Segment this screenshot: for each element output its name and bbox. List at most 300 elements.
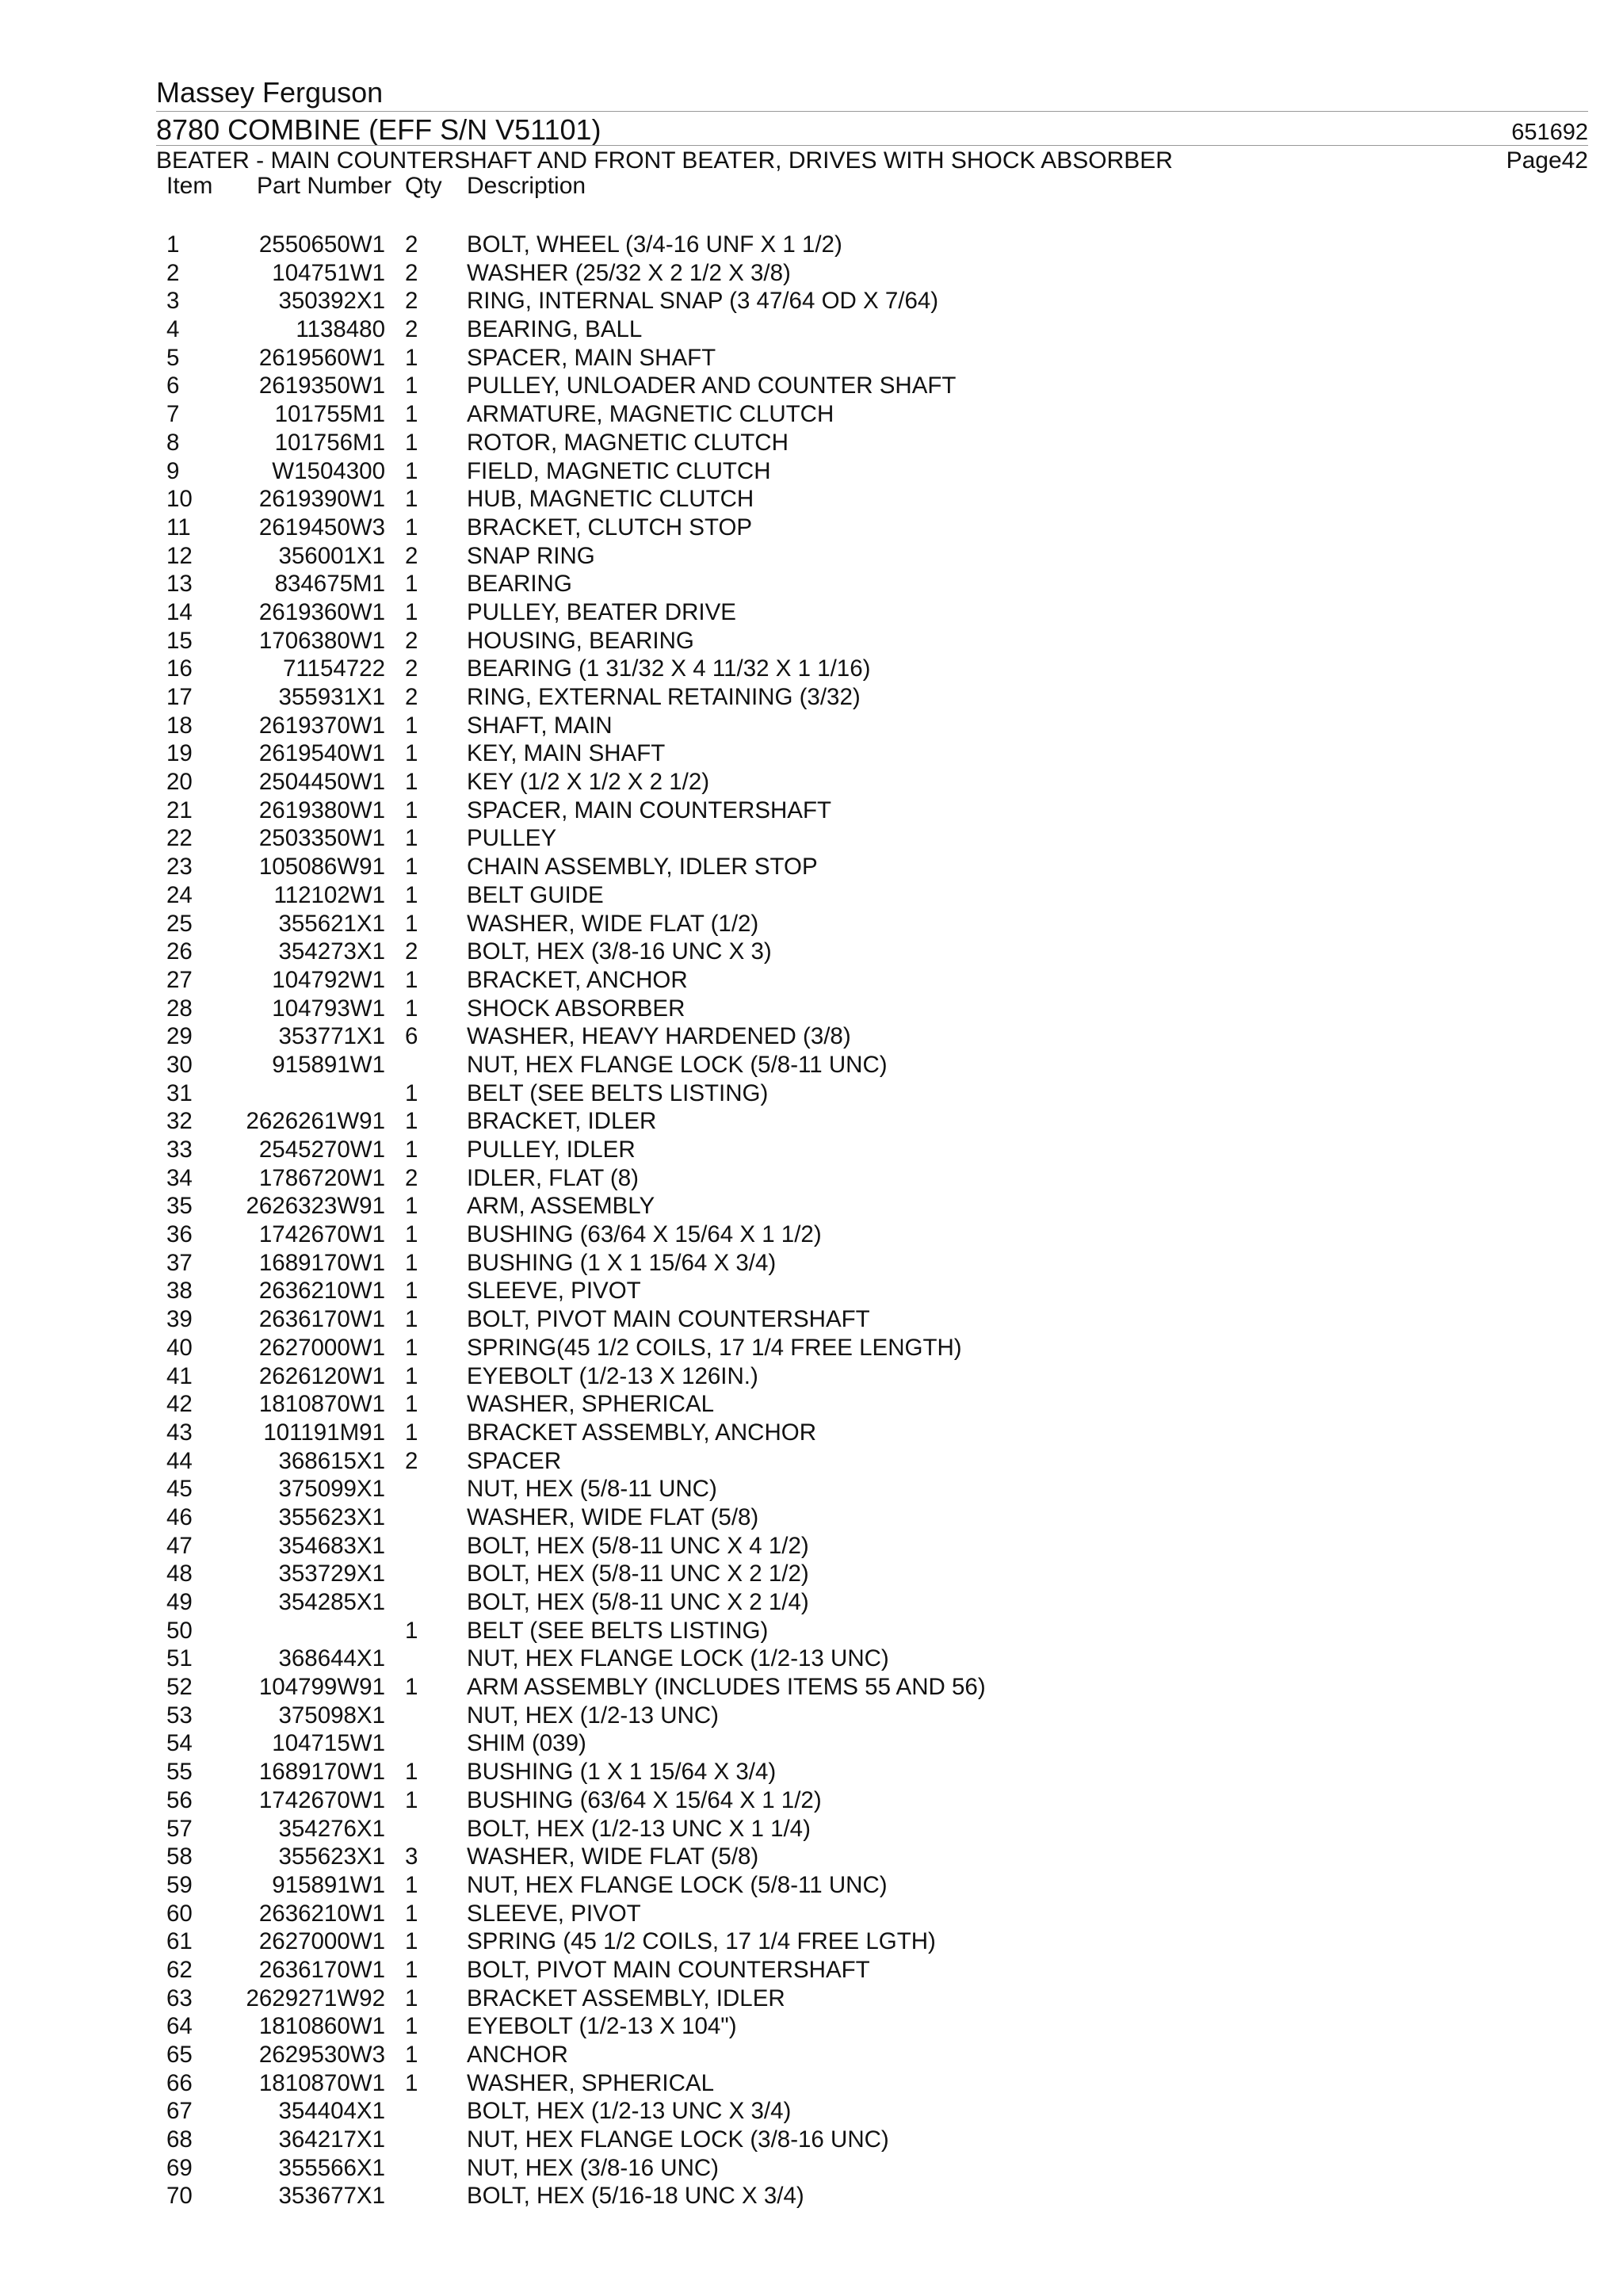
quantity: 1 xyxy=(405,514,418,541)
description: BELT (SEE BELTS LISTING) xyxy=(467,1617,769,1644)
description: SNAP RING xyxy=(467,542,595,569)
part-number: 375099X1 xyxy=(278,1476,385,1503)
quantity: 1 xyxy=(405,1985,418,2011)
part-number: 1786720W1 xyxy=(258,1164,385,1191)
parts-row xyxy=(0,429,1623,457)
parts-row xyxy=(0,1249,1623,1278)
quantity: 1 xyxy=(405,769,418,796)
item-number: 17 xyxy=(166,684,193,710)
parts-row xyxy=(0,853,1623,881)
description: SHOCK ABSORBER xyxy=(467,995,685,1022)
description: BRACKET, ANCHOR xyxy=(467,966,688,993)
parts-row xyxy=(0,1560,1623,1588)
quantity: 1 xyxy=(405,1391,418,1418)
part-number: 112102W1 xyxy=(273,881,385,908)
description: BEARING (1 31/32 X 4 11/32 X 1 1/16) xyxy=(467,655,871,682)
item-number: 44 xyxy=(166,1447,193,1474)
parts-row xyxy=(0,1617,1623,1645)
description: BUSHING (1 X 1 15/64 X 3/4) xyxy=(467,1759,777,1786)
part-number: 2619560W1 xyxy=(258,344,385,371)
quantity: 3 xyxy=(405,1843,418,1870)
quantity: 1 xyxy=(405,372,418,399)
part-number: 101756M1 xyxy=(274,429,385,456)
description: BELT (SEE BELTS LISTING) xyxy=(467,1079,769,1106)
item-number: 59 xyxy=(166,1871,193,1898)
parts-row xyxy=(0,315,1623,344)
quantity: 1 xyxy=(405,1108,418,1135)
column-header-description: Description xyxy=(467,173,586,199)
item-number: 60 xyxy=(166,1900,193,1927)
item-number: 7 xyxy=(166,401,180,428)
description: HUB, MAGNETIC CLUTCH xyxy=(467,486,754,513)
quantity: 1 xyxy=(405,571,418,598)
part-number: 2619360W1 xyxy=(258,598,385,625)
description: NUT, HEX FLANGE LOCK (3/8-16 UNC) xyxy=(467,2126,889,2153)
part-number: W1504300 xyxy=(272,457,385,484)
parts-row xyxy=(0,712,1623,740)
part-number: 354276X1 xyxy=(278,1815,385,1842)
item-number: 33 xyxy=(166,1137,193,1163)
parts-row xyxy=(0,1305,1623,1334)
parts-row xyxy=(0,1985,1623,2013)
quantity: 1 xyxy=(405,457,418,484)
page-label: Page42 xyxy=(1506,147,1588,174)
item-number: 66 xyxy=(166,2069,193,2096)
quantity: 1 xyxy=(405,797,418,823)
item-number: 13 xyxy=(166,571,193,598)
description: KEY, MAIN SHAFT xyxy=(467,740,666,767)
part-number: 71154722 xyxy=(282,655,385,682)
part-number: 101191M91 xyxy=(263,1419,385,1446)
document-number: 651692 xyxy=(1511,120,1588,145)
part-number: 1689170W1 xyxy=(258,1759,385,1786)
description: BUSHING (63/64 X 15/64 X 1 1/2) xyxy=(467,1786,822,1813)
item-number: 16 xyxy=(166,655,193,682)
part-number: 355566X1 xyxy=(278,2154,385,2181)
quantity: 2 xyxy=(405,1164,418,1191)
description: PULLEY, UNLOADER AND COUNTER SHAFT xyxy=(467,372,957,399)
item-number: 24 xyxy=(166,881,193,908)
part-number: 2619350W1 xyxy=(258,372,385,399)
quantity: 2 xyxy=(405,627,418,654)
quantity: 1 xyxy=(405,1193,418,1220)
description: ARMATURE, MAGNETIC CLUTCH xyxy=(467,401,834,428)
item-number: 25 xyxy=(166,910,193,937)
description: WASHER, HEAVY HARDENED (3/8) xyxy=(467,1023,851,1050)
part-number: 353729X1 xyxy=(278,1561,385,1587)
part-number: 834675M1 xyxy=(274,571,385,598)
item-number: 36 xyxy=(166,1221,193,1248)
item-number: 56 xyxy=(166,1786,193,1813)
part-number: 1138480 xyxy=(296,316,385,343)
item-number: 50 xyxy=(166,1617,193,1644)
quantity: 1 xyxy=(405,2069,418,2096)
description: NUT, HEX (3/8-16 UNC) xyxy=(467,2154,720,2181)
item-number: 11 xyxy=(166,514,191,541)
part-number: 2627000W1 xyxy=(258,1334,385,1361)
item-number: 48 xyxy=(166,1561,193,1587)
item-number: 70 xyxy=(166,2183,193,2210)
parts-row xyxy=(0,1786,1623,1815)
part-number: 364217X1 xyxy=(278,2126,385,2153)
description: BELT GUIDE xyxy=(467,881,604,908)
description: BOLT, WHEEL (3/4-16 UNF X 1 1/2) xyxy=(467,231,842,258)
column-header-part-number: Part Number xyxy=(257,173,392,199)
item-number: 4 xyxy=(166,316,180,343)
part-number: 105086W91 xyxy=(258,854,385,881)
parts-row xyxy=(0,824,1623,853)
parts-row xyxy=(0,1277,1623,1305)
part-number: 2619390W1 xyxy=(258,486,385,513)
quantity: 2 xyxy=(405,259,418,286)
parts-row xyxy=(0,1673,1623,1702)
part-number: 356001X1 xyxy=(278,542,385,569)
description: ANCHOR xyxy=(467,2042,568,2068)
parts-row xyxy=(0,287,1623,315)
item-number: 2 xyxy=(166,259,180,286)
item-number: 52 xyxy=(166,1674,193,1701)
parts-row xyxy=(0,570,1623,598)
quantity: 1 xyxy=(405,1900,418,1927)
part-number: 104715W1 xyxy=(272,1730,385,1757)
description: SPACER xyxy=(467,1447,562,1474)
item-number: 10 xyxy=(166,486,193,513)
parts-row xyxy=(0,2126,1623,2154)
parts-row xyxy=(0,344,1623,372)
quantity: 2 xyxy=(405,288,418,315)
item-number: 28 xyxy=(166,995,193,1022)
part-number: 354404X1 xyxy=(278,2098,385,2125)
item-number: 35 xyxy=(166,1193,193,1220)
parts-row xyxy=(0,1192,1623,1221)
quantity: 1 xyxy=(405,429,418,456)
part-number: 2627000W1 xyxy=(258,1928,385,1955)
parts-row xyxy=(0,655,1623,683)
parts-row xyxy=(0,514,1623,542)
item-number: 65 xyxy=(166,2042,193,2068)
item-number: 37 xyxy=(166,1249,193,1276)
parts-row xyxy=(0,1843,1623,1871)
column-header-row xyxy=(0,173,1623,204)
part-number: 2619450W3 xyxy=(258,514,385,541)
parts-row xyxy=(0,372,1623,400)
parts-row xyxy=(0,400,1623,429)
item-number: 18 xyxy=(166,712,193,739)
description: EYEBOLT (1/2-13 X 126IN.) xyxy=(467,1362,758,1389)
part-number: 2626323W91 xyxy=(246,1193,385,1220)
description: PULLEY, IDLER xyxy=(467,1137,636,1163)
item-number: 1 xyxy=(166,231,180,258)
item-number: 67 xyxy=(166,2098,193,2125)
item-number: 31 xyxy=(166,1079,193,1106)
item-number: 30 xyxy=(166,1051,193,1078)
part-number: 1742670W1 xyxy=(258,1221,385,1248)
parts-row xyxy=(0,938,1623,966)
item-number: 27 xyxy=(166,966,193,993)
parts-row xyxy=(0,231,1623,259)
parts-row xyxy=(0,1164,1623,1193)
parts-row xyxy=(0,1022,1623,1051)
item-number: 12 xyxy=(166,542,193,569)
quantity: 1 xyxy=(405,881,418,908)
part-number: 355931X1 xyxy=(278,684,385,710)
part-number: 915891W1 xyxy=(272,1871,385,1898)
parts-row xyxy=(0,797,1623,825)
parts-row xyxy=(0,1447,1623,1476)
description: BOLT, PIVOT MAIN COUNTERSHAFT xyxy=(467,1956,870,1983)
parts-row xyxy=(0,1390,1623,1419)
part-number: 1689170W1 xyxy=(258,1249,385,1276)
part-number: 2636170W1 xyxy=(258,1956,385,1983)
part-number: 2619540W1 xyxy=(258,740,385,767)
part-number: 375098X1 xyxy=(278,1702,385,1729)
quantity: 1 xyxy=(405,1956,418,1983)
quantity: 2 xyxy=(405,938,418,965)
part-number: 354273X1 xyxy=(278,938,385,965)
item-number: 53 xyxy=(166,1702,193,1729)
parts-row xyxy=(0,2154,1623,2183)
part-number: 104793W1 xyxy=(272,995,385,1022)
model-row xyxy=(156,111,1588,147)
part-number: 2545270W1 xyxy=(258,1137,385,1163)
quantity: 1 xyxy=(405,2042,418,2068)
description: ARM, ASSEMBLY xyxy=(467,1193,655,1220)
part-number: 2619380W1 xyxy=(258,797,385,823)
section-title: BEATER - MAIN COUNTERSHAFT AND FRONT BEATER, DRIVES WITH SHOCK ABSORBER xyxy=(156,147,1173,174)
description: BEARING, BALL xyxy=(467,316,643,343)
description: WASHER, WIDE FLAT (5/8) xyxy=(467,1843,759,1870)
item-number: 54 xyxy=(166,1730,193,1757)
parts-row xyxy=(0,683,1623,712)
description: NUT, HEX (5/8-11 UNC) xyxy=(467,1476,717,1503)
column-header-item: Item xyxy=(166,173,213,199)
item-number: 20 xyxy=(166,769,193,796)
item-number: 41 xyxy=(166,1362,193,1389)
parts-row xyxy=(0,457,1623,486)
brand-name: Massey Ferguson xyxy=(156,76,384,109)
column-header-qty: Qty xyxy=(405,173,442,199)
description: ROTOR, MAGNETIC CLUTCH xyxy=(467,429,789,456)
description: BRACKET, IDLER xyxy=(467,1108,657,1135)
part-number: 104792W1 xyxy=(272,966,385,993)
parts-row xyxy=(0,1475,1623,1503)
quantity: 1 xyxy=(405,1249,418,1276)
quantity: 1 xyxy=(405,1137,418,1163)
quantity: 1 xyxy=(405,1221,418,1248)
quantity: 1 xyxy=(405,740,418,767)
quantity: 1 xyxy=(405,1674,418,1701)
item-number: 21 xyxy=(166,797,193,823)
description: WASHER, WIDE FLAT (1/2) xyxy=(467,910,759,937)
quantity: 2 xyxy=(405,1447,418,1474)
item-number: 46 xyxy=(166,1503,193,1530)
part-number: 354683X1 xyxy=(278,1532,385,1559)
part-number: 2636170W1 xyxy=(258,1306,385,1333)
part-number: 355621X1 xyxy=(278,910,385,937)
parts-row xyxy=(0,1334,1623,1362)
quantity: 2 xyxy=(405,542,418,569)
description: PULLEY xyxy=(467,825,557,852)
part-number: 1810870W1 xyxy=(258,1391,385,1418)
parts-row xyxy=(0,1051,1623,1079)
item-number: 68 xyxy=(166,2126,193,2153)
part-number: 350392X1 xyxy=(278,288,385,315)
part-number: 2503350W1 xyxy=(258,825,385,852)
description: FIELD, MAGNETIC CLUTCH xyxy=(467,457,771,484)
item-number: 47 xyxy=(166,1532,193,1559)
parts-row xyxy=(0,2097,1623,2126)
model-title: 8780 COMBINE (EFF S/N V51101) xyxy=(156,113,601,146)
part-number: 355623X1 xyxy=(278,1503,385,1530)
item-number: 61 xyxy=(166,1928,193,1955)
quantity: 1 xyxy=(405,1928,418,1955)
item-number: 63 xyxy=(166,1985,193,2011)
description: ARM ASSEMBLY (INCLUDES ITEMS 55 AND 56) xyxy=(467,1674,986,1701)
parts-row xyxy=(0,1588,1623,1617)
item-number: 45 xyxy=(166,1476,193,1503)
description: BRACKET, CLUTCH STOP xyxy=(467,514,753,541)
quantity: 2 xyxy=(405,655,418,682)
quantity: 1 xyxy=(405,910,418,937)
description: SHIM (039) xyxy=(467,1730,586,1757)
parts-row xyxy=(0,1758,1623,1786)
description: WASHER, WIDE FLAT (5/8) xyxy=(467,1503,759,1530)
parts-row xyxy=(0,2069,1623,2098)
description: BOLT, HEX (5/8-11 UNC X 2 1/2) xyxy=(467,1561,809,1587)
parts-row xyxy=(0,1815,1623,1843)
description: BOLT, HEX (5/8-11 UNC X 2 1/4) xyxy=(467,1589,809,1615)
item-number: 57 xyxy=(166,1815,193,1842)
parts-row xyxy=(0,627,1623,655)
item-number: 26 xyxy=(166,938,193,965)
quantity: 1 xyxy=(405,598,418,625)
quantity: 1 xyxy=(405,1306,418,1333)
parts-row xyxy=(0,1419,1623,1447)
quantity: 1 xyxy=(405,1617,418,1644)
quantity: 1 xyxy=(405,1334,418,1361)
parts-row xyxy=(0,1956,1623,1985)
description: WASHER, SPHERICAL xyxy=(467,2069,714,2096)
part-number: 368615X1 xyxy=(278,1447,385,1474)
item-number: 22 xyxy=(166,825,193,852)
part-number: 915891W1 xyxy=(272,1051,385,1078)
description: SHAFT, MAIN xyxy=(467,712,613,739)
parts-row xyxy=(0,881,1623,910)
parts-row xyxy=(0,2041,1623,2069)
parts-row xyxy=(0,1503,1623,1532)
item-number: 40 xyxy=(166,1334,193,1361)
quantity: 1 xyxy=(405,1419,418,1446)
description: BEARING xyxy=(467,571,572,598)
parts-row xyxy=(0,1729,1623,1758)
description: BUSHING (1 X 1 15/64 X 3/4) xyxy=(467,1249,777,1276)
quantity: 6 xyxy=(405,1023,418,1050)
item-number: 29 xyxy=(166,1023,193,1050)
item-number: 9 xyxy=(166,457,180,484)
parts-row xyxy=(0,768,1623,797)
parts-row xyxy=(0,1927,1623,1956)
quantity: 1 xyxy=(405,1759,418,1786)
quantity: 1 xyxy=(405,1871,418,1898)
quantity: 1 xyxy=(405,1079,418,1106)
quantity: 1 xyxy=(405,2013,418,2040)
part-number: 368644X1 xyxy=(278,1645,385,1672)
description: PULLEY, BEATER DRIVE xyxy=(467,598,736,625)
item-number: 3 xyxy=(166,288,180,315)
item-number: 39 xyxy=(166,1306,193,1333)
part-number: 2629271W92 xyxy=(246,1985,385,2011)
parts-row xyxy=(0,739,1623,768)
parts-row xyxy=(0,1136,1623,1164)
parts-row xyxy=(0,910,1623,938)
parts-row xyxy=(0,485,1623,514)
part-number: 1810860W1 xyxy=(258,2013,385,2040)
part-number: 2636210W1 xyxy=(258,1278,385,1305)
quantity: 1 xyxy=(405,966,418,993)
description: IDLER, FLAT (8) xyxy=(467,1164,639,1191)
parts-row xyxy=(0,1079,1623,1108)
item-number: 38 xyxy=(166,1278,193,1305)
parts-row xyxy=(0,995,1623,1023)
item-number: 49 xyxy=(166,1589,193,1615)
parts-row xyxy=(0,1221,1623,1249)
part-number: 104751W1 xyxy=(272,259,385,286)
description: WASHER, SPHERICAL xyxy=(467,1391,714,1418)
item-number: 32 xyxy=(166,1108,193,1135)
quantity: 1 xyxy=(405,486,418,513)
part-number: 353677X1 xyxy=(278,2183,385,2210)
item-number: 15 xyxy=(166,627,193,654)
description: NUT, HEX FLANGE LOCK (1/2-13 UNC) xyxy=(467,1645,889,1672)
description: BRACKET ASSEMBLY, IDLER xyxy=(467,1985,785,2011)
item-number: 5 xyxy=(166,344,180,371)
item-number: 62 xyxy=(166,1956,193,1983)
parts-row xyxy=(0,1645,1623,1673)
parts-row xyxy=(0,1900,1623,1928)
item-number: 43 xyxy=(166,1419,193,1446)
description: NUT, HEX (1/2-13 UNC) xyxy=(467,1702,720,1729)
quantity: 1 xyxy=(405,1278,418,1305)
quantity: 2 xyxy=(405,684,418,710)
quantity: 1 xyxy=(405,401,418,428)
part-number: 2636210W1 xyxy=(258,1900,385,1927)
description: NUT, HEX FLANGE LOCK (5/8-11 UNC) xyxy=(467,1051,888,1078)
item-number: 34 xyxy=(166,1164,193,1191)
quantity: 2 xyxy=(405,231,418,258)
description: KEY (1/2 X 1/2 X 2 1/2) xyxy=(467,769,710,796)
part-number: 2626261W91 xyxy=(246,1108,385,1135)
quantity: 1 xyxy=(405,712,418,739)
parts-row xyxy=(0,598,1623,627)
description: SLEEVE, PIVOT xyxy=(467,1278,641,1305)
description: SPACER, MAIN SHAFT xyxy=(467,344,716,371)
item-number: 8 xyxy=(166,429,180,456)
description: SLEEVE, PIVOT xyxy=(467,1900,641,1927)
parts-row xyxy=(0,2012,1623,2041)
description: BOLT, HEX (5/8-11 UNC X 4 1/2) xyxy=(467,1532,809,1559)
part-number: 2504450W1 xyxy=(258,769,385,796)
description: WASHER (25/32 X 2 1/2 X 3/8) xyxy=(467,259,791,286)
description: CHAIN ASSEMBLY, IDLER STOP xyxy=(467,854,818,881)
parts-list xyxy=(0,231,1623,2210)
parts-row xyxy=(0,1702,1623,1730)
part-number: 355623X1 xyxy=(278,1843,385,1870)
description: NUT, HEX FLANGE LOCK (5/8-11 UNC) xyxy=(467,1871,888,1898)
quantity: 2 xyxy=(405,316,418,343)
parts-row xyxy=(0,1107,1623,1136)
part-number: 2626120W1 xyxy=(258,1362,385,1389)
item-number: 23 xyxy=(166,854,193,881)
